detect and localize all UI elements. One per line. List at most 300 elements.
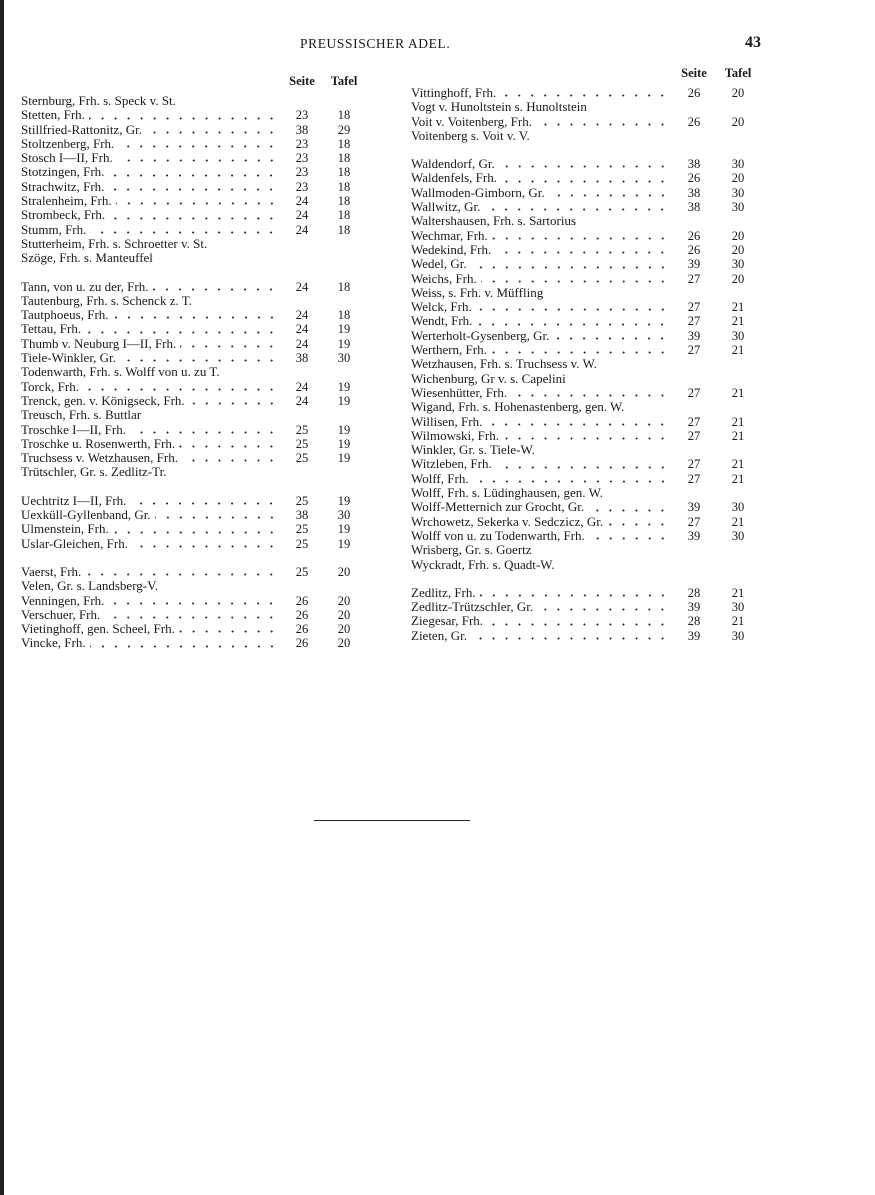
index-entry — [21, 465, 366, 479]
entry-seite: 39 — [687, 600, 701, 615]
dot-leader — [480, 594, 669, 597]
entry-seite: 38 — [687, 157, 701, 172]
dot-leader — [109, 217, 278, 220]
entry-seite: 23 — [295, 136, 309, 151]
dot-leader — [90, 231, 278, 234]
dot-leader — [120, 359, 278, 362]
dot-leader — [476, 308, 669, 311]
index-entry — [21, 423, 366, 437]
entry-seite: 28 — [687, 614, 701, 629]
entry-seite: 26 — [687, 242, 701, 257]
index-entry — [21, 622, 366, 636]
dot-leader — [182, 459, 278, 462]
index-entry — [411, 115, 761, 129]
dot-leader — [471, 637, 669, 640]
dot-leader — [179, 445, 278, 448]
entry-seite: 25 — [295, 536, 309, 551]
entry-tafel: 19 — [337, 393, 351, 408]
entry-name: Stoltzenberg, Frh. — [21, 135, 115, 151]
dot-leader — [113, 531, 278, 534]
entry-tafel: 18 — [337, 194, 351, 209]
index-entry — [411, 600, 761, 614]
entry-name: Wallmoden-Gimborn, Gr. — [411, 184, 545, 200]
entry-name: Vietinghoff, gen. Scheel, Frh. — [21, 621, 175, 637]
entry-seite: 38 — [295, 508, 309, 523]
index-entry — [21, 351, 366, 365]
entry-name: Wilmowski, Frh. — [411, 427, 499, 443]
entry-name: Wedekind, Frh. — [411, 241, 492, 257]
entry-seite: 26 — [295, 636, 309, 651]
index-entry — [21, 180, 366, 194]
entry-name: Tiele-Winkler, Gr. — [21, 350, 116, 366]
dot-leader — [476, 323, 669, 326]
entry-seite: 27 — [687, 457, 701, 472]
entry-name: Uslar-Gleichen, Frh. — [21, 535, 128, 551]
index-entry — [411, 486, 761, 500]
dot-leader — [152, 288, 278, 291]
entry-seite: 39 — [687, 328, 701, 343]
entry-name: Weichs, Frh. — [411, 270, 477, 286]
index-entry — [411, 586, 761, 600]
entry-tafel: 19 — [337, 536, 351, 551]
dot-leader — [486, 423, 669, 426]
index-entry — [411, 214, 761, 228]
entry-name: Torck, Frh. — [21, 378, 79, 394]
entry-name: Wolff, Frh. — [411, 470, 469, 486]
index-entry — [21, 365, 366, 379]
end-rule — [314, 820, 470, 821]
entry-tafel: 20 — [337, 593, 351, 608]
entry-tafel: 30 — [731, 200, 745, 215]
dot-leader — [549, 194, 669, 197]
group-gap — [21, 266, 366, 280]
entry-name: Strachwitz, Frh. — [21, 178, 105, 194]
index-column-left — [21, 74, 366, 651]
entry-seite: 39 — [687, 257, 701, 272]
dot-leader — [607, 523, 669, 526]
entry-name: Willisen, Frh. — [411, 413, 483, 429]
index-entry — [21, 608, 366, 622]
entry-tafel: 21 — [731, 385, 745, 400]
entry-tafel: 30 — [731, 600, 745, 615]
index-entry — [21, 408, 366, 422]
dot-leader — [108, 174, 278, 177]
entry-tafel: 20 — [731, 271, 745, 286]
entry-name: Treusch, Frh. s. Buttlar — [21, 407, 142, 423]
entry-name: Wetzhausen, Frh. s. Truchsess v. W. — [411, 356, 597, 372]
entry-name: Werthern, Frh. — [411, 342, 487, 358]
dot-leader — [501, 180, 669, 183]
dot-leader — [189, 402, 278, 405]
entry-tafel: 30 — [731, 257, 745, 272]
entry-name: Tautphoeus, Frh. — [21, 307, 109, 323]
entry-name: Truchsess v. Wetzhausen, Frh. — [21, 450, 178, 466]
entry-tafel: 21 — [731, 300, 745, 315]
entry-seite: 25 — [295, 451, 309, 466]
dot-leader — [146, 131, 278, 134]
entry-name: Wiesenhütter, Frh. — [411, 384, 508, 400]
entry-seite: 26 — [295, 593, 309, 608]
entry-seite: 25 — [295, 436, 309, 451]
index-entry — [21, 208, 366, 222]
entry-tafel: 20 — [731, 242, 745, 257]
index-entry — [411, 200, 761, 214]
entry-tafel: 21 — [731, 614, 745, 629]
entry-seite: 27 — [687, 428, 701, 443]
index-entry — [21, 308, 366, 322]
dot-leader — [104, 616, 278, 619]
entry-name: Velen, Gr. s. Landsberg-V. — [21, 578, 159, 594]
entry-tafel: 19 — [337, 422, 351, 437]
entry-seite: 26 — [295, 607, 309, 622]
index-entry — [411, 543, 761, 557]
entry-tafel: 30 — [731, 185, 745, 200]
index-entry — [21, 437, 366, 451]
entry-seite: 39 — [687, 528, 701, 543]
index-entry — [411, 629, 761, 643]
entry-tafel: 18 — [337, 222, 351, 237]
index-entry — [411, 286, 761, 300]
index-entry — [411, 343, 761, 357]
entry-tafel: 20 — [337, 607, 351, 622]
entry-seite: 27 — [687, 514, 701, 529]
page-number: 43 — [745, 34, 761, 51]
index-entry — [411, 457, 761, 471]
entry-seite: 24 — [295, 208, 309, 223]
entry-tafel: 30 — [731, 628, 745, 643]
entry-seite: 27 — [687, 414, 701, 429]
entry-tafel: 18 — [337, 151, 351, 166]
dot-leader — [491, 351, 669, 354]
index-entry — [411, 86, 761, 100]
index-entry — [21, 280, 366, 294]
dot-leader — [471, 266, 669, 269]
entry-name: Vaerst, Frh. — [21, 563, 82, 579]
entry-name: Weiss, s. Frh. v. Müffling — [411, 284, 544, 300]
dot-leader — [108, 602, 278, 605]
index-entry — [21, 380, 366, 394]
entry-name: Witzleben, Frh. — [411, 456, 492, 472]
entry-tafel: 20 — [337, 622, 351, 637]
entry-tafel: 30 — [731, 528, 745, 543]
entry-tafel: 18 — [337, 308, 351, 323]
entry-name: Ziegesar, Frh. — [411, 613, 484, 629]
entry-seite: 38 — [687, 200, 701, 215]
dot-leader — [473, 480, 669, 483]
entry-tafel: 19 — [337, 451, 351, 466]
entry-name: Winkler, Gr. s. Tiele-W. — [411, 442, 535, 458]
dot-leader — [537, 608, 669, 611]
entry-tafel: 20 — [731, 86, 745, 100]
entry-seite: 38 — [687, 185, 701, 200]
entry-seite: 27 — [687, 385, 701, 400]
entry-seite: 38 — [295, 122, 309, 137]
entry-name: Stumm, Frh. — [21, 221, 87, 237]
entry-seite: 26 — [295, 622, 309, 637]
entry-name: Waldendorf, Gr. — [411, 156, 495, 172]
entry-name: Wedel, Gr. — [411, 256, 467, 272]
dot-leader — [113, 316, 278, 319]
entry-name: Stosch I—II, Frh. — [21, 150, 113, 166]
entry-tafel: 30 — [731, 157, 745, 172]
entry-tafel: 18 — [337, 165, 351, 180]
dot-leader — [503, 437, 669, 440]
entry-seite: 24 — [295, 222, 309, 237]
index-entry — [411, 157, 761, 171]
index-entry — [411, 186, 761, 200]
dot-leader — [90, 645, 278, 648]
index-entry — [21, 151, 366, 165]
dot-leader — [132, 545, 278, 548]
entry-name: Troschke I—II, Frh. — [21, 421, 126, 437]
entry-name: Zedlitz, Frh. — [411, 584, 476, 600]
dot-leader — [85, 573, 278, 576]
entry-tafel: 19 — [337, 493, 351, 508]
entry-seite: 27 — [687, 271, 701, 286]
entry-seite: 27 — [687, 471, 701, 486]
entry-tafel: 21 — [731, 428, 745, 443]
dot-leader — [116, 202, 278, 205]
entry-seite: 25 — [295, 564, 309, 579]
entry-tafel: 20 — [731, 228, 745, 243]
entry-tafel: 21 — [731, 457, 745, 472]
index-entry — [411, 229, 761, 243]
entry-tafel: 21 — [731, 471, 745, 486]
index-entry — [411, 243, 761, 257]
index-entry — [411, 515, 761, 529]
index-entry — [21, 394, 366, 408]
dot-leader — [118, 145, 278, 148]
index-entry — [21, 579, 366, 593]
column-header — [21, 74, 366, 94]
dot-leader — [85, 331, 278, 334]
entry-seite: 24 — [295, 308, 309, 323]
entry-tafel: 19 — [337, 522, 351, 537]
index-entry — [411, 415, 761, 429]
index-entry — [21, 251, 366, 265]
entry-seite: 23 — [295, 179, 309, 194]
entry-tafel: 20 — [731, 114, 745, 129]
entry-tafel: 20 — [337, 564, 351, 579]
index-entry — [411, 429, 761, 443]
entry-tafel: 20 — [731, 171, 745, 186]
index-entry — [411, 129, 761, 143]
index-entry — [21, 594, 366, 608]
index-entry — [411, 386, 761, 400]
index-entry — [411, 272, 761, 286]
entry-name: Wigand, Frh. s. Hohenastenberg, gen. W. — [411, 399, 625, 415]
entry-name: Zieten, Gr. — [411, 627, 467, 643]
entry-seite: 39 — [687, 628, 701, 643]
entry-name: Stutterheim, Frh. s. Schroetter v. St. — [21, 235, 208, 251]
index-entry — [21, 237, 366, 251]
index-entry — [411, 400, 761, 414]
entry-name: Strombeck, Frh. — [21, 207, 106, 223]
dot-leader — [89, 117, 278, 120]
dot-leader — [500, 94, 669, 97]
index-entry — [411, 257, 761, 271]
entry-seite: 39 — [687, 500, 701, 515]
entry-seite: 26 — [687, 114, 701, 129]
entry-seite: 38 — [295, 351, 309, 366]
entry-tafel: 30 — [337, 508, 351, 523]
tafel-header: Tafel — [330, 74, 358, 88]
entry-tafel: 19 — [337, 322, 351, 337]
dot-leader — [130, 502, 278, 505]
group-gap — [411, 143, 761, 157]
dot-leader — [155, 516, 278, 519]
entry-name: Wolff, Frh. s. Lüdinghausen, gen. W. — [411, 485, 603, 501]
index-entry — [21, 294, 366, 308]
dot-leader — [130, 431, 278, 434]
entry-name: Troschke u. Rosenwerth, Frh. — [21, 435, 176, 451]
entry-tafel: 21 — [731, 585, 745, 600]
index-entry — [21, 123, 366, 137]
entry-name: Zedlitz-Trützschler, Gr. — [411, 599, 534, 615]
entry-seite: 24 — [295, 194, 309, 209]
entry-name: Wolff-Metternich zur Grocht, Gr. — [411, 499, 585, 515]
entry-name: Vogt v. Hunoltstein s. Hunoltstein — [411, 99, 587, 115]
index-entry — [411, 529, 761, 543]
entry-seite: 26 — [687, 228, 701, 243]
entry-seite: 27 — [687, 300, 701, 315]
entry-seite: 23 — [295, 151, 309, 166]
index-entry — [21, 636, 366, 650]
index-entry — [21, 494, 366, 508]
group-gap — [411, 572, 761, 586]
entry-name: Waldenfels, Frh. — [411, 170, 497, 186]
entry-name: Welck, Frh. — [411, 299, 472, 315]
index-entry — [411, 171, 761, 185]
entry-name: Vincke, Frh. — [21, 635, 86, 651]
entry-seite: 25 — [295, 422, 309, 437]
index-entry — [411, 558, 761, 572]
entry-seite: 24 — [295, 279, 309, 294]
entry-tafel: 19 — [337, 379, 351, 394]
entry-name: Werterholt-Gysenberg, Gr. — [411, 327, 550, 343]
dot-leader — [495, 251, 669, 254]
dot-leader — [83, 388, 278, 391]
entry-name: Sternburg, Frh. s. Speck v. St. — [21, 93, 176, 108]
entry-seite: 28 — [687, 585, 701, 600]
entry-seite: 27 — [687, 314, 701, 329]
entry-name: Uechtritz I—II, Frh. — [21, 492, 127, 508]
entry-name: Wrchowetz, Sekerka v. Sedczicz, Gr. — [411, 513, 604, 529]
entry-tafel: 30 — [731, 500, 745, 515]
entry-name: Tettau, Frh. — [21, 321, 82, 337]
dot-leader — [481, 280, 669, 283]
entry-name: Trenck, gen. v. Königseck, Frh. — [21, 392, 185, 408]
group-gap — [21, 551, 366, 565]
index-entry — [21, 337, 366, 351]
seite-header: Seite — [681, 66, 707, 80]
entry-name: Ulmenstein, Frh. — [21, 521, 109, 537]
dot-leader — [492, 237, 669, 240]
dot-leader — [588, 509, 669, 512]
entry-tafel: 21 — [731, 514, 745, 529]
index-entry — [21, 94, 366, 108]
index-entry — [21, 537, 366, 551]
running-head: PREUSSISCHER ADEL. — [300, 36, 451, 51]
dot-leader — [499, 165, 669, 168]
entry-tafel: 21 — [731, 343, 745, 358]
entry-name: Waltershausen, Frh. s. Sartorius — [411, 213, 577, 229]
entry-name: Tautenburg, Frh. s. Schenck z. T. — [21, 292, 192, 308]
entry-name: Voitenberg s. Voit v. V. — [411, 127, 530, 143]
dot-leader — [496, 466, 669, 469]
entry-name: Thumb v. Neuburg I—II, Frh. — [21, 335, 177, 351]
entry-name: Stotzingen, Frh. — [21, 164, 105, 180]
index-entry — [21, 322, 366, 336]
group-gap — [21, 480, 366, 494]
dot-leader — [484, 208, 669, 211]
dot-leader — [589, 537, 669, 540]
entry-name: Wrisberg, Gr. s. Goertz — [411, 542, 532, 558]
entry-tafel: 20 — [337, 636, 351, 651]
column-header — [411, 66, 761, 86]
seite-header: Seite — [289, 74, 315, 88]
index-entry — [411, 472, 761, 486]
entry-name: Uexküll-Gyllenband, Gr. — [21, 507, 151, 523]
entry-tafel: 21 — [731, 414, 745, 429]
entry-seite: 24 — [295, 336, 309, 351]
entry-name: Verschuer, Frh. — [21, 606, 101, 622]
index-entry — [411, 100, 761, 114]
scan-edge — [0, 0, 4, 1195]
dot-leader — [179, 630, 278, 633]
index-entry — [21, 108, 366, 122]
index-entry — [21, 165, 366, 179]
entry-name: Todenwarth, Frh. s. Wolff von u. zu T. — [21, 364, 220, 380]
entry-seite: 27 — [687, 343, 701, 358]
index-entry — [21, 508, 366, 522]
entry-seite: 25 — [295, 522, 309, 537]
entry-seite: 24 — [295, 379, 309, 394]
entry-name: Venningen, Frh. — [21, 592, 105, 608]
entry-tafel: 30 — [337, 351, 351, 366]
entry-seite: 25 — [295, 493, 309, 508]
entry-name: Stillfried-Rattonitz, Gr. — [21, 121, 142, 137]
index-entry — [411, 329, 761, 343]
dot-leader — [180, 345, 278, 348]
index-entry — [21, 137, 366, 151]
entry-tafel: 21 — [731, 314, 745, 329]
entry-name: Stetten, Frh. — [21, 107, 85, 123]
entry-name: Vittinghoff, Frh. — [411, 85, 497, 100]
dot-leader — [511, 394, 669, 397]
index-entry — [411, 500, 761, 514]
entry-seite: 23 — [295, 108, 309, 123]
entry-seite: 26 — [687, 86, 701, 100]
entry-name: Stralenheim, Frh. — [21, 193, 112, 209]
index-entry — [411, 372, 761, 386]
entry-name: Voit v. Voitenberg, Frh. — [411, 113, 532, 129]
index-entry — [411, 443, 761, 457]
dot-leader — [536, 123, 669, 126]
index-entry — [21, 194, 366, 208]
entry-name: Trütschler, Gr. s. Zedlitz-Tr. — [21, 464, 167, 480]
dot-leader — [553, 337, 669, 340]
entry-tafel: 18 — [337, 208, 351, 223]
entry-name: Szöge, Frh. s. Manteuffel — [21, 250, 153, 266]
entry-tafel: 19 — [337, 436, 351, 451]
dot-leader — [487, 623, 669, 626]
entry-name: Wendt, Frh. — [411, 313, 473, 329]
index-entry — [21, 223, 366, 237]
entry-tafel: 18 — [337, 179, 351, 194]
entry-tafel: 19 — [337, 336, 351, 351]
index-entry — [21, 522, 366, 536]
